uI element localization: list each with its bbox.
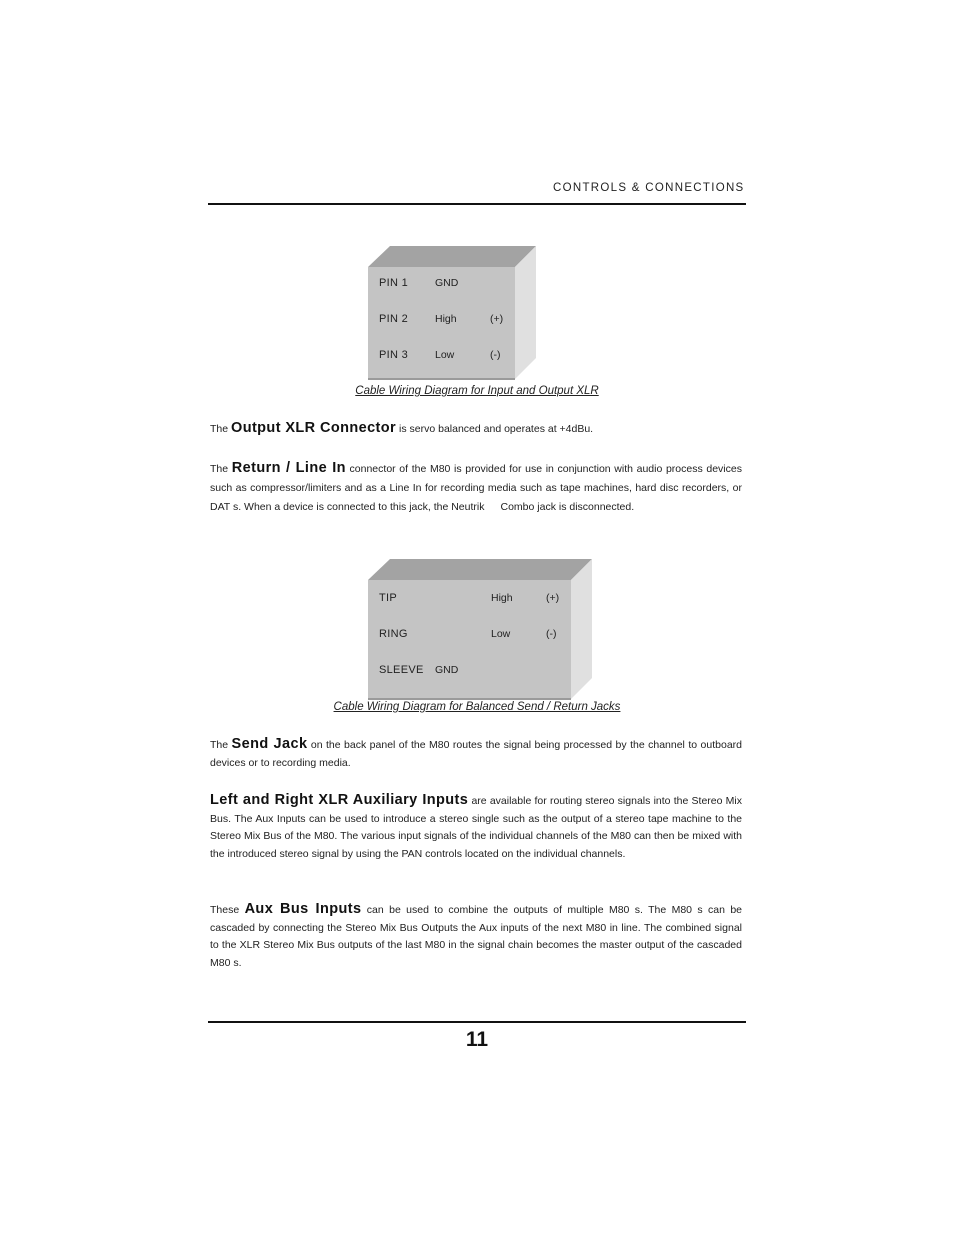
aux-inputs-heading: Left and Right XLR Auxiliary Inputs <box>210 792 469 808</box>
trs-wiring-diagram <box>368 559 594 701</box>
trs-ring-label: RING <box>379 628 408 640</box>
return-line-in-heading: Return / Line In <box>231 460 346 476</box>
trs-sleeve-label: SLEEVE <box>379 664 424 676</box>
xlr-pin1-signal: GND <box>435 277 459 289</box>
trs-ring-polarity: (-) <box>546 628 557 640</box>
xlr-pin2-label: PIN 2 <box>379 313 409 325</box>
aux-bus-body: can be used to combine the outputs of multiple M80 s. The M80 s can be cascaded by connecting the Stereo Mix Bus Outputs the Aux inputs of the next M80 in line. The combined signal to the XLR Stereo Mix Bus outputs of the last M80 in the signal chain becomes the master output of the cascaded M80 s. <box>210 904 742 969</box>
xlr-pin3-polarity: (-) <box>490 349 501 361</box>
trs-tip-polarity: (+) <box>546 592 560 604</box>
footer-rule <box>208 1021 746 1023</box>
aux-bus-pre: These <box>210 904 245 916</box>
header-rule <box>208 203 746 205</box>
aux-bus-heading: Aux Bus Inputs <box>244 901 362 917</box>
running-header: CONTROLS & CONNECTIONS <box>553 182 745 194</box>
send-jack-heading: Send Jack <box>231 736 308 752</box>
xlr-pin3-signal: Low <box>435 349 455 361</box>
xlr-pin3-label: PIN 3 <box>379 349 409 361</box>
page-number: 11 <box>465 1028 489 1051</box>
aux-inputs-body: are available for routing stereo signals into the Stereo Mix Bus. The Aux Inputs can be used to introduce a stereo single such as the output of a stereo tape machine to the Stereo Mix Bus of the M80. The various input signals of the individual channels of the M80 can then be mixed with the introduced stereo signal by using the PAN controls located on the individual channels. <box>210 795 743 860</box>
xlr-pin2-polarity: (+) <box>490 313 504 325</box>
trs-sleeve-ground: GND <box>435 664 459 676</box>
output-xlr-body: is servo balanced and operates at +4dBu. <box>396 423 594 435</box>
xlr-diagram-caption: Cable Wiring Diagram for Input and Output XLR <box>355 385 599 397</box>
aux-bus-paragraph <box>210 901 742 972</box>
trs-tip-label: TIP <box>379 592 398 604</box>
output-xlr-heading: Output XLR Connector <box>231 420 397 436</box>
output-xlr-pre: The <box>210 423 232 435</box>
trs-ring-signal: Low <box>491 628 511 640</box>
return-line-in-pre: The <box>210 463 232 475</box>
trs-diagram-caption: Cable Wiring Diagram for Balanced Send / Return Jacks <box>333 701 621 713</box>
return-line-in-body-end: Combo jack is disconnected. <box>500 501 635 513</box>
return-line-in-paragraph <box>210 459 742 517</box>
return-line-in-body: connector of the M80 is provided for use in conjunction with audio process devices such as compressor/limiters and as a Line In for recording media such as tape machines, hard disc recorders, or DAT s. When a device is connected to this jack, the Neutrik <box>210 463 742 513</box>
send-jack-paragraph <box>210 736 742 772</box>
trs-tip-signal: High <box>491 592 513 604</box>
aux-inputs-paragraph <box>210 792 742 863</box>
xlr-wiring-diagram <box>368 246 538 382</box>
xlr-pin1-label: PIN 1 <box>379 277 409 289</box>
output-xlr-paragraph <box>210 420 742 439</box>
send-jack-pre: The <box>210 739 232 751</box>
xlr-pin2-signal: High <box>435 313 457 325</box>
send-jack-body: on the back panel of the M80 routes the signal being processed by the channel to outboard devices or to recording media. <box>210 739 742 769</box>
